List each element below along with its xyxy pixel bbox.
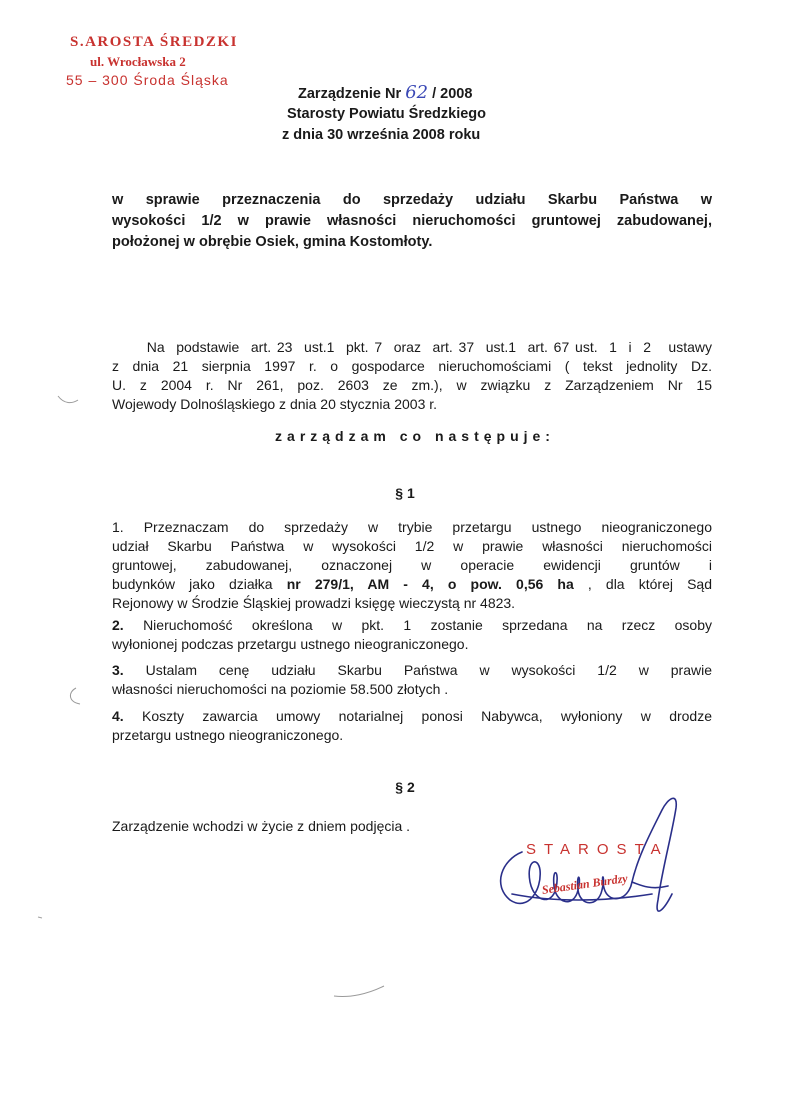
item-text: Nieruchomość określona w pkt. 1 zostanie sprzedana na rzecz osoby [123,617,712,633]
signature-stamp-title: STAROSTA [526,841,669,858]
item-number: 3. [112,662,124,678]
basis-line: Wojewody Dolnośląskiego z dnia 20 stycznia 2003 r. [112,396,438,412]
margin-scan-mark [56,392,80,410]
section-1-heading: § 1 [395,485,415,501]
item-text: własności nieruchomości na poziomie 58.500 złotych . [112,681,449,697]
stamp-line-office: S.AROSTA ŚREDZKI [70,34,238,50]
legal-basis [112,338,712,414]
parcel-prefix: budynków jako działka [112,576,287,592]
header-title-suffix: / 2008 [432,86,473,102]
item-text: Rejonowy w Środzie Śląskiej prowadzi księgę wieczystą nr 4823. [112,595,516,611]
decree-heading: zarządzam co następuje: [275,428,555,444]
item-text: udział Skarbu Państwa w wysokości 1/2 w prawie własności nieruchomości [112,538,712,554]
parcel-identifier: nr 279/1, AM - 4, o pow. 0,56 ha [286,576,574,592]
section-1-item-3 [112,661,712,699]
item-text: gruntowej, zabudowanej, oznaczonej w operacie ewidencji gruntów i [112,557,712,573]
margin-scan-mark [332,984,388,1000]
item-text: Ustalam cenę udziału Skarbu Państwa w wysokości 1/2 w prawie [123,662,712,678]
stamp-line-street: ul. Wrocławska 2 [90,54,186,69]
parcel-suffix: , dla której Sąd [573,576,712,592]
header-title-prefix: Zarządzenie Nr [298,86,402,102]
header-line-date: z dnia 30 września 2008 roku [282,127,481,143]
item-text-parcel-line [112,575,712,594]
subject-line: w sprawie przeznaczenia do sprzedaży udziału Skarbu Państwa w [112,192,712,208]
basis-line: Na podstawie art. 23 ust.1 pkt. 7 oraz art. 37 ust.1 art. 67 ust. 1 i 2 ustawy [112,339,712,355]
item-text: Koszty zawarcia umowy notarialnej ponosi Nabywca, wyłoniony w drodze [123,708,712,724]
item-number: 1. [112,519,124,535]
stamp-line-city: 55 – 300 Środa Śląska [66,72,229,88]
subject-line: wysokości 1/2 w prawie własności nieruchomości gruntowej zabudowanej, [112,213,712,229]
document-subject [112,190,712,253]
handwritten-number: 62 [405,82,429,103]
margin-scan-dot [36,912,46,922]
section-1-item-4 [112,707,712,745]
header-line-authority: Starosty Powiatu Średzkiego [287,106,487,122]
basis-line: z dnia 21 sierpnia 1997 r. o gospodarce nieruchomościami ( tekst jednolity Dz. [112,358,712,374]
section-1-item-2 [112,616,712,654]
header-line-number [298,82,472,103]
subject-line: położonej w obrębie Osiek, gmina Kostomłoty. [112,234,433,250]
item-number: 2. [112,617,124,633]
section-1-item-1 [112,518,712,613]
section-2-text: Zarządzenie wchodzi w życie z dniem podjęcia . [112,818,411,834]
item-text: Przeznaczam do sprzedaży w trybie przetargu ustnego nieograniczonego [123,519,712,535]
item-text: przetargu ustnego nieograniczonego. [112,727,344,743]
section-2-heading: § 2 [395,779,415,795]
item-number: 4. [112,708,124,724]
basis-line: U. z 2004 r. Nr 261, poz. 2603 ze zm.), w związku z Zarządzeniem Nr 15 [112,377,712,393]
handwritten-signature [482,790,702,930]
item-text: wyłonionej podczas przetargu ustnego nieograniczonego. [112,636,469,652]
signature-stamp-name: Sebastian Burdzy [540,871,629,897]
margin-scan-mark [64,686,84,708]
